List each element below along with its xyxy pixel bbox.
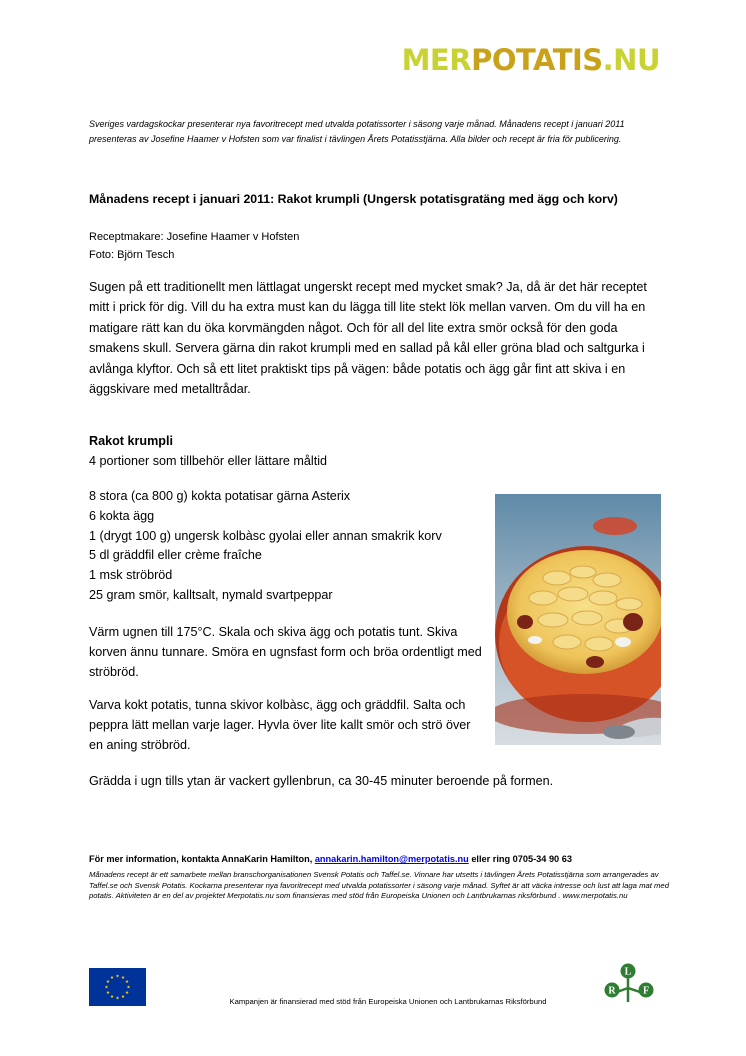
lrf-letter-l: L [624, 966, 632, 978]
logo-potatis: POTATIS [471, 43, 603, 77]
lrf-letter-f: F [642, 985, 650, 997]
page-title: Månadens recept i januari 2011: Rakot krumpli (Ungersk potatisgratäng med ägg och korv) [89, 192, 618, 206]
footer-note: Kampanjen är finansierad med stöd från Europeiska Unionen och Lantbrukarnas Riksförbund [229, 997, 547, 1006]
contact-prefix: För mer information, kontakta AnnaKarin Hamilton, [89, 854, 315, 864]
description: Sugen på ett traditionellt men lättlagat ungerskt recept med mycket smak? Ja, då är det här receptet mitt i prick för dig. Vill du ha extra must kan du lägga till lite stekt lök mellan varven. Om du vill ha en matigare rätt kan du öka korvmängden något. Och för all del lite extra smör också för den goda smakens skull. Servera gärna din rakot krumpli med en sallad på kål eller gröna blad och saltgurka i avlånga klyftor. Och så ett litet praktiskt tips på vägen: både potatis och ägg går fint att skiva i en äggskivare med metalltrådar. [89, 280, 647, 397]
contact-suffix: eller ring 0705-34 90 63 [468, 854, 572, 864]
contact-line [89, 852, 709, 866]
contact-email-link[interactable]: annakarin.hamilton@merpotatis.nu [314, 854, 469, 864]
ingredient-list [89, 487, 489, 606]
recipe-servings: 4 portioner som tillbehör eller lättare måltid [89, 454, 327, 468]
intro-text: Sveriges vardagskockar presenterar nya favoritrecept med utvalda potatissorter i säsong varje månad. Månadens recept i januari 2011 presenteras av Josefine Haamer v Hofsten som var finalist i tävlingen Årets Potatisstjärna. Alla bilder och recept är fria för publicering. [89, 119, 625, 144]
lrf-logo-icon [600, 962, 658, 1004]
ingredient-item: 1 (drygt 100 g) ungersk kolbàsc gyolai eller annan smakrik korv [89, 528, 442, 543]
recipe-step: Varva kokt potatis, tunna skivor kolbàsc, ägg och gräddfil. Salta och peppra lätt mellan varje lager. Hyvla över lite kallt smör och strö över en aning ströbröd. [89, 698, 471, 753]
ingredient-item: 5 dl gräddfil eller crème fraîche [89, 548, 262, 563]
logo-nu: .NU [602, 43, 660, 77]
recipe-step: Grädda i ugn tills ytan är vackert gyllenbrun, ca 30-45 minuter beroende på formen. [89, 774, 554, 788]
fineprint: Månadens recept är ett samarbete mellan branschorganisationen Svensk Potatis och Taffel.se. Vinnare har utsetts i tävlingen Årets Potatisstjärna som arrangerades av Taffel.se och Svensk Potatis. Kockarna presenterar nya favoritrecept med utvalda potatissorter i säsong varje månad. Syftet är att väcka intresse och lust att laga mat med potatis. Aktiviteten är en del av projektet Merpotatis.nu som finansieras med stöd från Europeiska Unionen och Lantbrukarnas riksförbund . www.merpotatis.nu [89, 870, 669, 900]
recipe-step: Värm ugnen till 175°C. Skala och skiva ägg och potatis tunt. Skiva korven ännu tunnare. Smöra en ugnsfast form och bröa ordentligt med ströbröd. [89, 625, 482, 680]
eu-flag-icon [89, 968, 146, 1006]
photo-credit: Foto: Björn Tesch [89, 249, 175, 261]
ingredient-item: 8 stora (ca 800 g) kokta potatisar gärna Asterix [89, 489, 351, 503]
credits [89, 228, 489, 264]
lrf-letter-r: R [608, 985, 616, 997]
ingredient-item: 25 gram smör, kalltsalt, nymald svartpeppar [89, 587, 333, 602]
gratin-photo [495, 494, 661, 745]
recipe-name: Rakot krumpli [89, 434, 173, 448]
ingredient-item: 1 msk ströbröd [89, 568, 173, 583]
recipe-maker: Receptmakare: Josefine Haamer v Hofsten [89, 231, 300, 243]
logo-mer: MER [401, 43, 472, 77]
merpotatis-logo [380, 40, 660, 80]
ingredient-item: 6 kokta ägg [89, 508, 155, 523]
